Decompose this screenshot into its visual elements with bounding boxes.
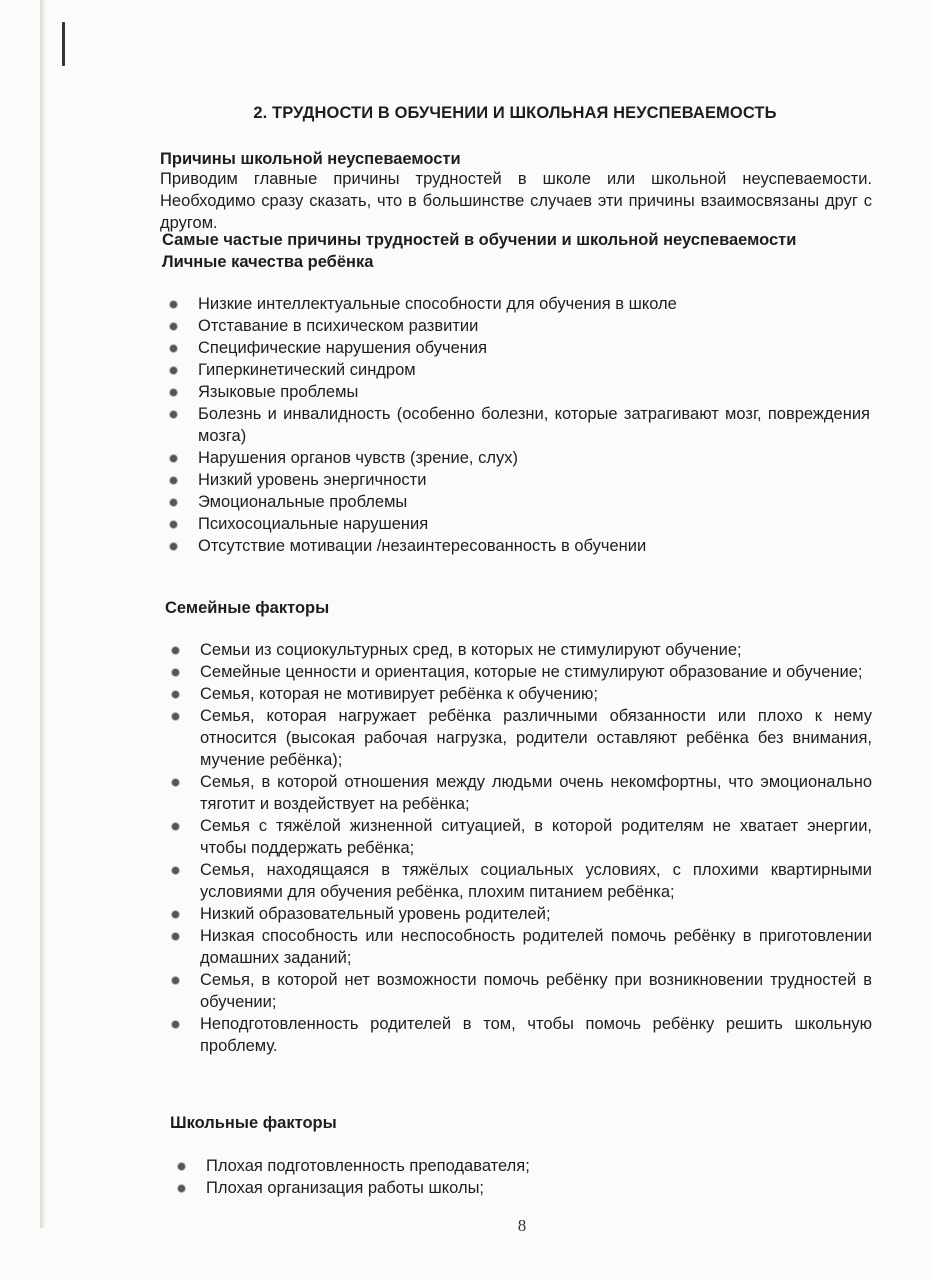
bullet-icon [170, 455, 177, 462]
list-item-text: Семьи из социокультурных сред, в которых не стимулируют обучение; [200, 641, 742, 659]
list-item [172, 1013, 872, 1057]
bullet-icon [170, 543, 177, 550]
intro-paragraph: Приводим главные причины трудностей в школе или школьной неуспеваемости. Необходимо сразу сказать, что в большинстве случаев эти причины взаимосвязаны друг с другом. [160, 170, 872, 232]
bullet-icon [172, 823, 179, 830]
family-factors-heading: Семейные факторы [165, 599, 330, 617]
list-item-text: Плохая организация работы школы; [206, 1179, 485, 1197]
list-item [172, 683, 872, 705]
bullet-icon [170, 521, 177, 528]
list-item [172, 705, 872, 771]
bullet-icon [170, 345, 177, 352]
bullet-icon [172, 1021, 179, 1028]
list-item [178, 1155, 868, 1177]
section-title: 2. ТРУДНОСТИ В ОБУЧЕНИИ И ШКОЛЬНАЯ НЕУСПЕВАЕМОСТЬ [253, 104, 777, 122]
bullet-icon [172, 647, 179, 654]
list-item [172, 661, 872, 683]
list-item-text: Семейные ценности и ориентация, которые не стимулируют образование и обучение; [200, 663, 863, 681]
list-item-text: Семья, находящаяся в тяжёлых социальных условиях, с плохими квартирными условиями для обучения ребёнка, плохим питанием ребёнка; [200, 861, 872, 901]
bullet-icon [172, 669, 179, 676]
bullet-icon [170, 411, 177, 418]
list-item [170, 491, 870, 513]
family-factors-list [172, 639, 872, 1057]
list-item-text: Гиперкинетический синдром [198, 361, 416, 379]
list-item-text: Отставание в психическом развитии [198, 317, 479, 335]
list-item [170, 381, 870, 403]
bullet-icon [178, 1163, 185, 1170]
list-item-text: Семья, которая не мотивирует ребёнка к обучению; [200, 685, 599, 703]
list-item-text: Плохая подготовленность преподавателя; [206, 1157, 530, 1175]
list-item-text: Нарушения органов чувств (зрение, слух) [198, 449, 518, 467]
bullet-icon [170, 477, 177, 484]
list-item [170, 359, 870, 381]
bullet-icon [178, 1185, 185, 1192]
bullet-icon [172, 933, 179, 940]
bullet-icon [170, 389, 177, 396]
list-item [172, 969, 872, 1013]
list-item [170, 513, 870, 535]
list-item [170, 293, 870, 315]
bullet-icon [172, 713, 179, 720]
list-item [170, 315, 870, 337]
list-item [172, 903, 872, 925]
list-item-text: Болезнь и инвалидность (особенно болезни, которые затрагивают мозг, повреждения мозга) [198, 405, 870, 445]
list-item [172, 925, 872, 969]
list-item [170, 447, 870, 469]
list-item-text: Низкий образовательный уровень родителей; [200, 905, 551, 923]
list-item [172, 859, 872, 903]
list-item-text: Психосоциальные нарушения [198, 515, 429, 533]
list-item [172, 639, 872, 661]
list-item [172, 815, 872, 859]
list-item [178, 1177, 868, 1199]
list-item-text: Языковые проблемы [198, 383, 359, 401]
bullet-icon [172, 977, 179, 984]
list-item-text: Низкие интеллектуальные способности для обучения в школе [198, 295, 677, 313]
list-item-text: Специфические нарушения обучения [198, 339, 488, 357]
list-item [170, 469, 870, 491]
list-item-text: Семья, в которой отношения между людьми очень некомфортны, что эмоционально тяготит и воздействует на ребёнка; [200, 773, 872, 813]
list-item [170, 337, 870, 359]
bullet-icon [170, 323, 177, 330]
list-item-text: Неподготовленность родителей в том, чтобы помочь ребёнку решить школьную проблему. [200, 1015, 872, 1055]
list-item-text: Семья с тяжёлой жизненной ситуацией, в которой родителям не хватает энергии, чтобы поддержать ребёнка; [200, 817, 872, 857]
list-item-text: Семья, которая нагружает ребёнка различными обязанности или плохо к нему относится (высокая рабочая нагрузка, родители оставляют ребёнка без внимания, мучение ребёнка); [200, 707, 872, 769]
school-factors-list [178, 1155, 868, 1199]
list-item [170, 535, 870, 557]
bullet-icon [172, 867, 179, 874]
frequent-causes-heading: Самые частые причины трудностей в обучении и школьной неуспеваемости [162, 231, 797, 249]
bullet-icon [170, 367, 177, 374]
bullet-icon [172, 911, 179, 918]
personal-qualities-heading: Личные качества ребёнка [162, 253, 374, 271]
personal-factors-list [170, 293, 870, 557]
list-item-text: Эмоциональные проблемы [198, 493, 408, 511]
list-item-text: Семья, в которой нет возможности помочь ребёнку при возникновении трудностей в обучении; [200, 971, 872, 1011]
school-factors-heading: Школьные факторы [170, 1114, 337, 1132]
list-item-text: Отсутствие мотивации /незаинтересованность в обучении [198, 537, 647, 555]
list-item [172, 771, 872, 815]
list-item-text: Низкая способность или неспособность родителей помочь ребёнку в приготовлении домашних заданий; [200, 927, 872, 967]
bullet-icon [170, 301, 177, 308]
bullet-icon [172, 779, 179, 786]
list-item-text: Низкий уровень энергичности [198, 471, 427, 489]
bullet-icon [172, 691, 179, 698]
list-item [170, 403, 870, 447]
page-number: 8 [517, 1216, 527, 1235]
bullet-icon [170, 499, 177, 506]
causes-heading: Причины школьной неуспеваемости [160, 150, 461, 168]
